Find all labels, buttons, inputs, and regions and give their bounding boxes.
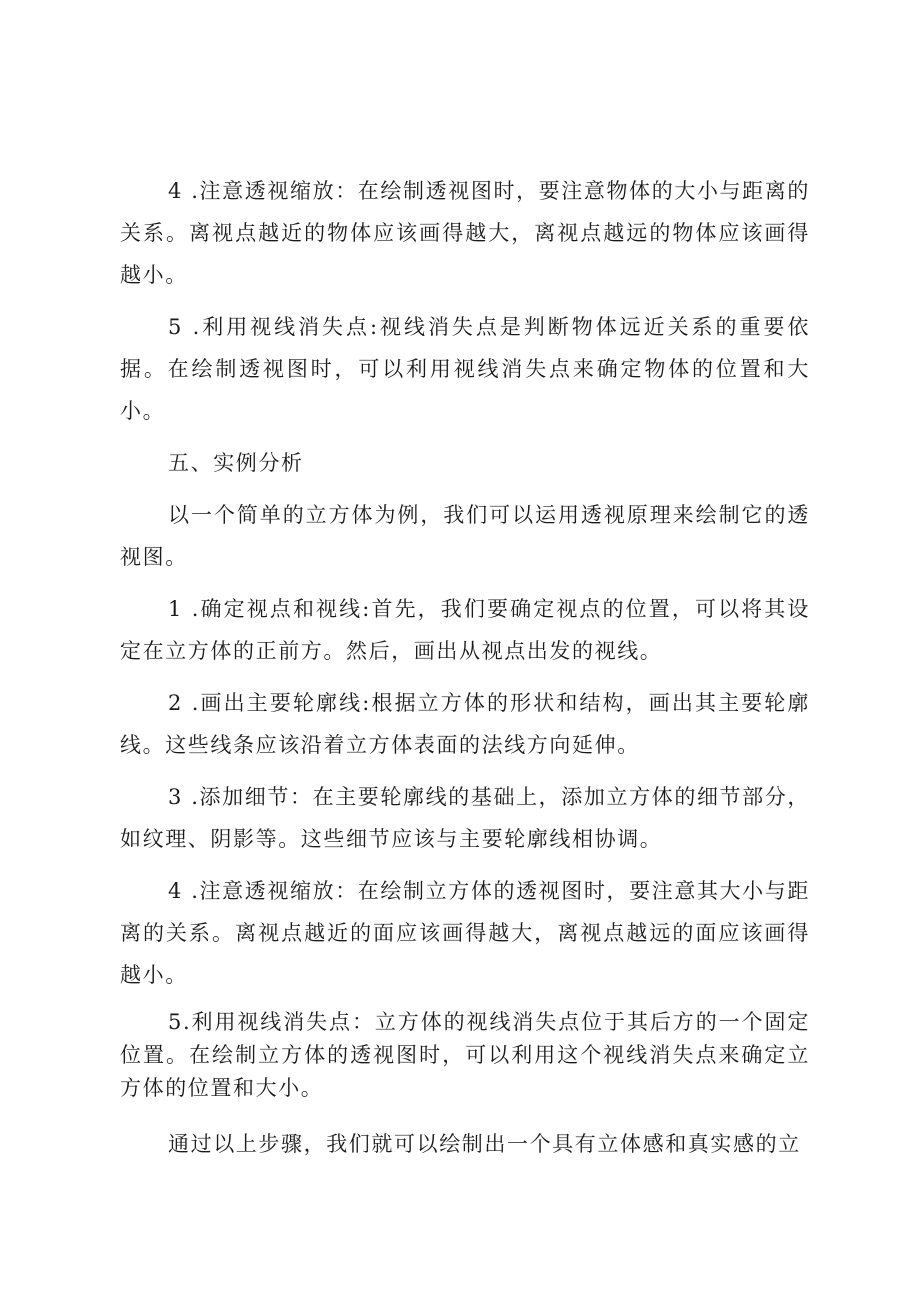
section-heading-example-analysis: 五、实例分析	[168, 451, 304, 475]
paragraph-perspective-scaling: 4 .注意透视缩放：在绘制透视图时，要注意物体的大小与距离的关系。离视点越近的物体应该画得越大，离视点越远的物体应该画得越小。	[120, 179, 810, 287]
paragraph-step-outline: 2 .画出主要轮廓线:根据立方体的形状和结构，画出其主要轮廓线。这些线条应该沿着立方体表面的法线方向延伸。	[120, 691, 810, 757]
paragraph-step-vanishing-point: 5.利用视线消失点：立方体的视线消失点位于其后方的一个固定位置。在绘制立方体的透视图时，可以利用这个视线消失点来确定立方体的位置和大小。	[120, 1010, 810, 1100]
paragraph-step-viewpoint: 1 .确定视点和视线:首先，我们要确定视点的位置，可以将其设定在立方体的正前方。然后，画出从视点出发的视线。	[120, 597, 810, 663]
paragraph-step-scaling: 4 .注意透视缩放：在绘制立方体的透视图时，要注意其大小与距离的关系。离视点越近的面应该画得越大，离视点越远的面应该画得越小。	[120, 879, 810, 987]
document-body	[120, 170, 810, 1175]
paragraph-vanishing-point: 5 .利用视线消失点:视线消失点是判断物体远近关系的重要依据。在绘制透视图时，可以利用视线消失点来确定物体的位置和大小。	[120, 315, 810, 423]
paragraph-conclusion: 通过以上步骤，我们就可以绘制出一个具有立体感和真实感的立	[168, 1132, 801, 1156]
paragraph-step-details: 3 .添加细节：在主要轮廓线的基础上，添加立方体的细节部分，如纹理、阴影等。这些细节应该与主要轮廓线相协调。	[120, 785, 810, 851]
paragraph-cube-intro: 以一个简单的立方体为例，我们可以运用透视原理来绘制它的透视图。	[120, 503, 810, 569]
